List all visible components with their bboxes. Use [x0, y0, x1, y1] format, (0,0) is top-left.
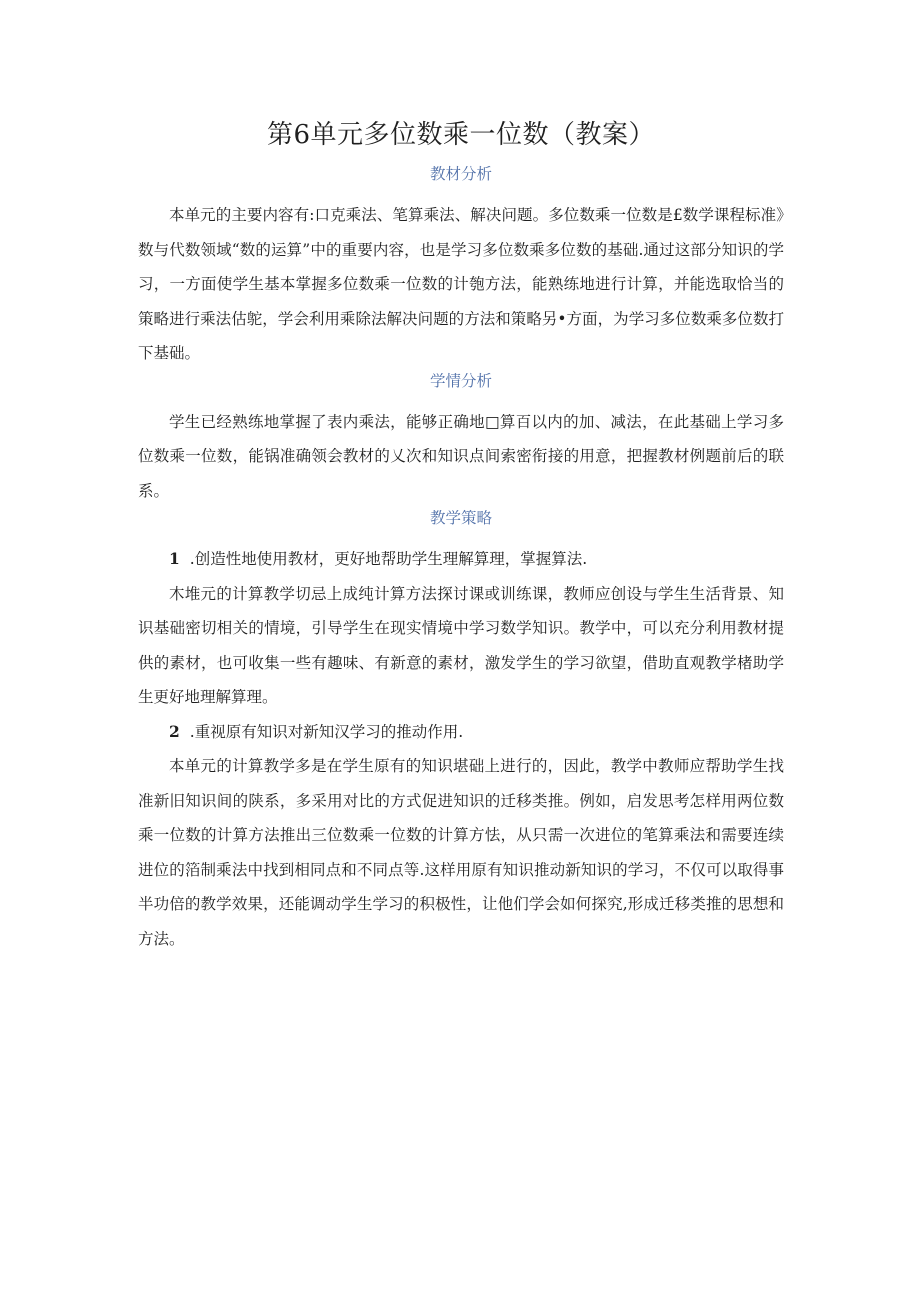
strategy-item-1-heading	[138, 542, 784, 577]
strategy-item-2-paragraph: 本单元的计算教学多是在学生原有的知识堪础上进行的，因此，教学中教师应帮助学生找准新旧知识间的陕系，多采用对比的方式促进知识的迁移类推。例如，启发思考怎样用两位数乘一位数的计算方法推出三位数乘一位数的计算方怯，从只需一次进位的笔算乘法和需要连续进位的箔制乘法中找到相同点和不同点等.这样用原有知识推动新知识的学习，不仅可以取得事半功倍的教学效果，还能调动学生学习的积极性，让他们学会如何探究,形成迁移类推的思想和方法。	[138, 757, 784, 948]
strategy-item-1-paragraph: 木堆元的计算教学切忌上成纯计算方法探讨课或训练课，教师应创设与学生生活背景、知识基础密切相关的情境，引导学生在现实情境中学习数学知识。教学中，可以充分利用教材提供的素材，也可收集一些有趣味、有新意的素材，激发学生的学习欲望，借助直观教学楮助学生更好地理解算理。	[138, 584, 784, 706]
section-heading-student-analysis: 学情分析	[429, 371, 492, 390]
strategy-item-2	[138, 715, 784, 957]
strategy-item-1-title: .创造性地使用教材，更好地帮助学生理解算理，掌握算法.	[189, 550, 588, 568]
document-title: 第6单元多位数乘一位数（教案）	[266, 120, 656, 150]
section-teaching-strategy	[138, 508, 784, 956]
student-analysis-paragraph: 学生已经熟练地掌握了表内乘法，能够正确地□算百以内的加、减法，在此基础上学习多位数乘一位数，能锅准确领会教材的乂次和知识点间索密衔接的用意，把握教材例题前后的联系。	[138, 412, 784, 500]
strategy-item-1	[138, 542, 784, 715]
strategy-item-2-heading	[138, 715, 784, 750]
strategy-item-2-number: 2	[169, 721, 180, 741]
textbook-analysis-paragraph: 本单元的主要内容有:口克乘法、笔算乘法、解决问题。多位数乘一位数是£数学课程标准》数与代数领域“数的运算”中的重要内容，也是学习多位数乘多位数的基础.通过这部分知识的学习，一方面使学生基本掌握多位数乘一位数的计匏方法，能熟练地进行计算，并能选取恰当的策略进行乘法估鸵，学会利用乘除法解决问题的方法和策略另•方面，为学习多位数乘多位数打下基础。	[138, 206, 784, 362]
document-page	[138, 118, 784, 956]
section-heading-teaching-strategy: 教学策略	[429, 509, 492, 527]
section-textbook-analysis	[138, 164, 784, 371]
strategy-item-1-number: 1	[169, 549, 180, 568]
strategy-item-2-title: .重视原有知识对新知汉学习的推动作用.	[189, 722, 464, 741]
section-student-analysis	[138, 371, 784, 509]
section-heading-textbook-analysis: 教材分析	[429, 165, 492, 183]
